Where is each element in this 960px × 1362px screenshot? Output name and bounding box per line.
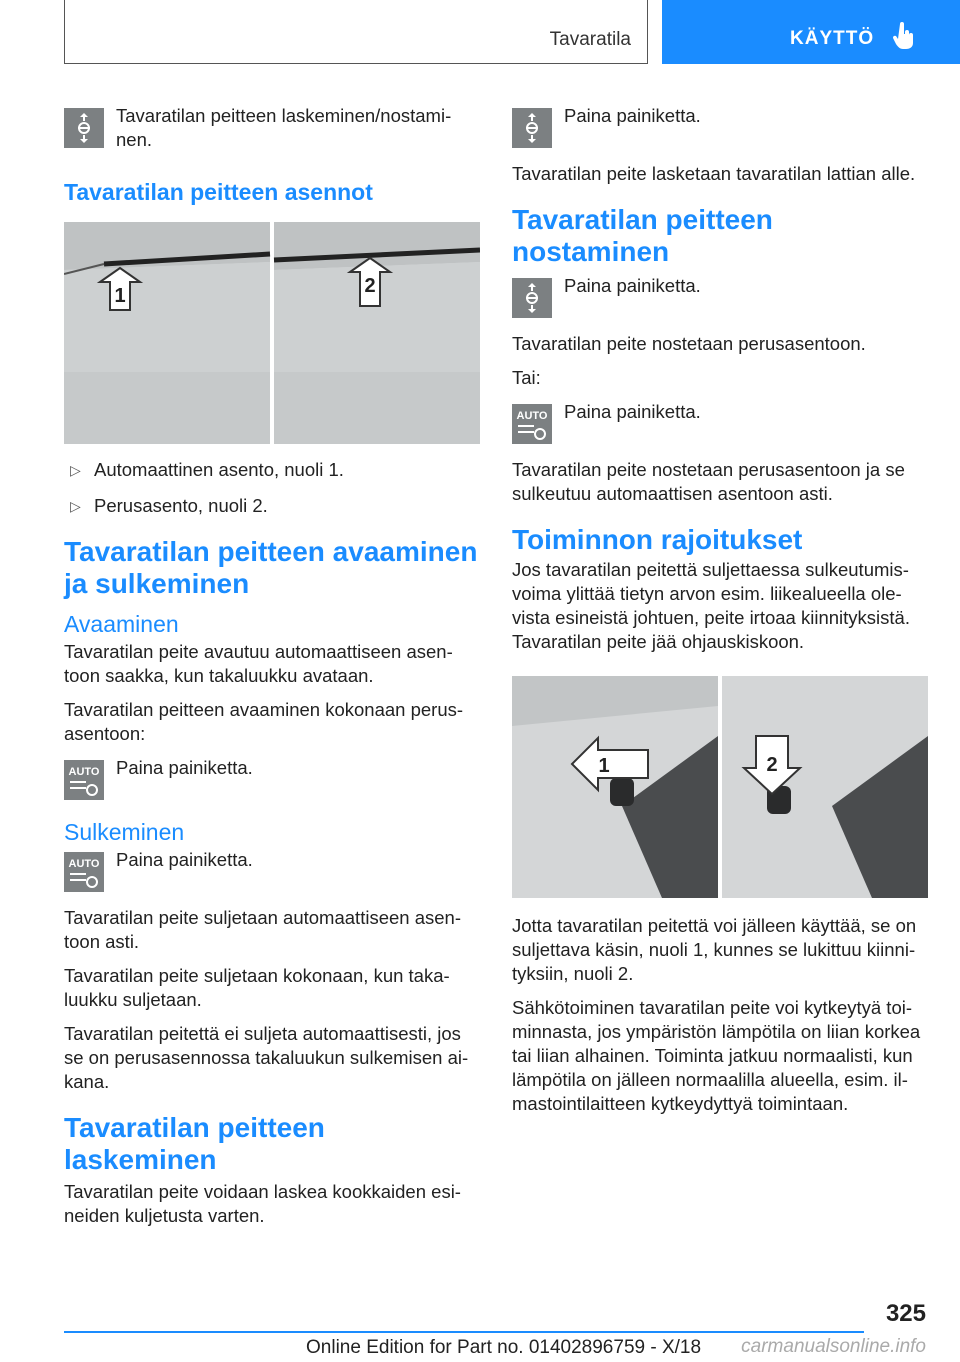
- opening-paragraph-1: Tavaratilan peite avautuu automaattiseen asen-toon saakka, kun takaluukku avataan.: [64, 641, 453, 686]
- cover-positions-photo: [64, 222, 480, 444]
- photo1-label-2: 2: [364, 275, 376, 297]
- raise-paragraph-1: Tavaratilan peite nostetaan perusasentoon.: [512, 333, 866, 354]
- cover-auto-icon: [64, 852, 104, 892]
- lower-step: [512, 104, 932, 148]
- open-close-heading: Tavaratilan peitteen avaaminen ja sulkeminen: [64, 536, 478, 599]
- left-column: [64, 104, 480, 1238]
- opening-paragraph-2: Tavaratilan peitteen avaaminen kokonaan perus-asentoon:: [64, 699, 464, 744]
- raise-step-2-text: Paina painiketta.: [564, 401, 701, 422]
- closing-paragraph-1: Tavaratilan peite suljetaan automaattiseen asen-toon asti.: [64, 907, 461, 952]
- raise-step-1-text: Paina painiketta.: [564, 275, 701, 296]
- cover-auto-icon: [512, 404, 552, 444]
- lower-paragraph: Tavaratilan peite lasketaan tavaratilan lattian alle.: [512, 163, 916, 184]
- watermark-text: carmanualsonline.info: [741, 1336, 926, 1357]
- opening-step: [64, 756, 480, 800]
- raise-heading: Tavaratilan peitteen nostaminen: [512, 204, 773, 267]
- intro-step: [64, 104, 480, 152]
- triangle-bullet-icon: ▷: [70, 498, 81, 514]
- cover-up-down-icon: [64, 108, 104, 148]
- after-paragraph-1: Jotta tavaratilan peitettä voi jälleen käyttää, se on suljettava käsin, nuoli 1, kunnes se lukittuu kiinni-tyksiin, nuoli 2.: [512, 915, 917, 984]
- closing-step-text: Paina painiketta.: [116, 849, 253, 870]
- svg-text:AUTO: AUTO: [68, 858, 100, 870]
- opening-step-text: Paina painiketta.: [116, 757, 253, 778]
- closing-subheading: Sulkeminen: [64, 819, 185, 845]
- header-section-box: [64, 0, 648, 64]
- photo2-label-2: 2: [766, 754, 778, 776]
- hand-pointer-icon: [892, 22, 916, 50]
- photo2-label-1: 1: [598, 755, 610, 777]
- limits-heading: Toiminnon rajoitukset: [512, 524, 803, 555]
- svg-text:AUTO: AUTO: [516, 410, 548, 422]
- header-section-title: Tavaratila: [549, 29, 631, 50]
- closing-paragraph-3: Tavaratilan peitettä ei suljeta automaattisesti, jos se on perusasennossa takaluukun sulkemisen ai-kana.: [64, 1023, 469, 1092]
- cover-up-down-icon: [512, 108, 552, 148]
- intro-step-text: Tavaratilan peitteen laskeminen/nostami-nen.: [116, 105, 452, 150]
- svg-text:AUTO: AUTO: [68, 766, 100, 778]
- raise-step-2: [512, 400, 932, 444]
- raise-or: Tai:: [512, 367, 541, 388]
- guide-rail-photo: [512, 676, 928, 898]
- raise-paragraph-2: Tavaratilan peite nostetaan perusasentoon ja se sulkeutuu automaattisen asentoon asti.: [512, 459, 905, 504]
- limits-paragraph: Jos tavaratilan peitettä suljettaessa sulkeutumis-voima ylittää tietyn arvon esim. liikealueella ole-vista esineistä johtuen, peite irtoaa kiinnityksistä. Tavaratilan peite jää ohjauskiskoon.: [512, 559, 910, 652]
- triangle-bullet-icon: ▷: [70, 462, 81, 478]
- after-paragraph-2: Sähkötoiminen tavaratilan peite voi kytkeytyä toi-minnasta, jos ympäristön lämpötila on liian korkea tai liian alhainen. Toiminta jatkuu normaalisti, kun lämpötila on jälleen normaalilla alueella, esim. il-mastointilaitteen kytkeydyttyä toimintaan.: [512, 997, 921, 1114]
- lowering-heading: Tavaratilan peitteen laskeminen: [64, 1112, 325, 1175]
- positions-list: [64, 458, 480, 518]
- bullet-text: Automaattinen asento, nuoli 1.: [94, 459, 344, 480]
- opening-subheading: Avaaminen: [64, 611, 179, 637]
- raise-step-1: [512, 274, 932, 318]
- cover-auto-icon: [64, 760, 104, 800]
- closing-paragraph-2: Tavaratilan peite suljetaan kokonaan, kun taka-luukku suljetaan.: [64, 965, 450, 1010]
- right-column: [512, 104, 932, 1126]
- lowering-paragraph: Tavaratilan peite voidaan laskea kookkaiden esi-neiden kuljetusta varten.: [64, 1181, 461, 1226]
- list-item: [64, 494, 480, 518]
- lower-step-text: Paina painiketta.: [564, 105, 701, 126]
- header-tab[interactable]: [662, 0, 960, 64]
- cover-up-down-icon: [512, 278, 552, 318]
- edition-text: Online Edition for Part no. 01402896759 - X/18: [306, 1337, 702, 1358]
- bullet-text: Perusasento, nuoli 2.: [94, 495, 268, 516]
- photo1-label-1: 1: [114, 285, 126, 307]
- header-tab-label: KÄYTTÖ: [790, 28, 875, 49]
- list-item: [64, 458, 480, 482]
- footer-divider: [64, 1331, 864, 1333]
- positions-heading: Tavaratilan peitteen asennot: [64, 179, 373, 205]
- closing-step: [64, 848, 480, 892]
- page-number: 325: [885, 1300, 926, 1327]
